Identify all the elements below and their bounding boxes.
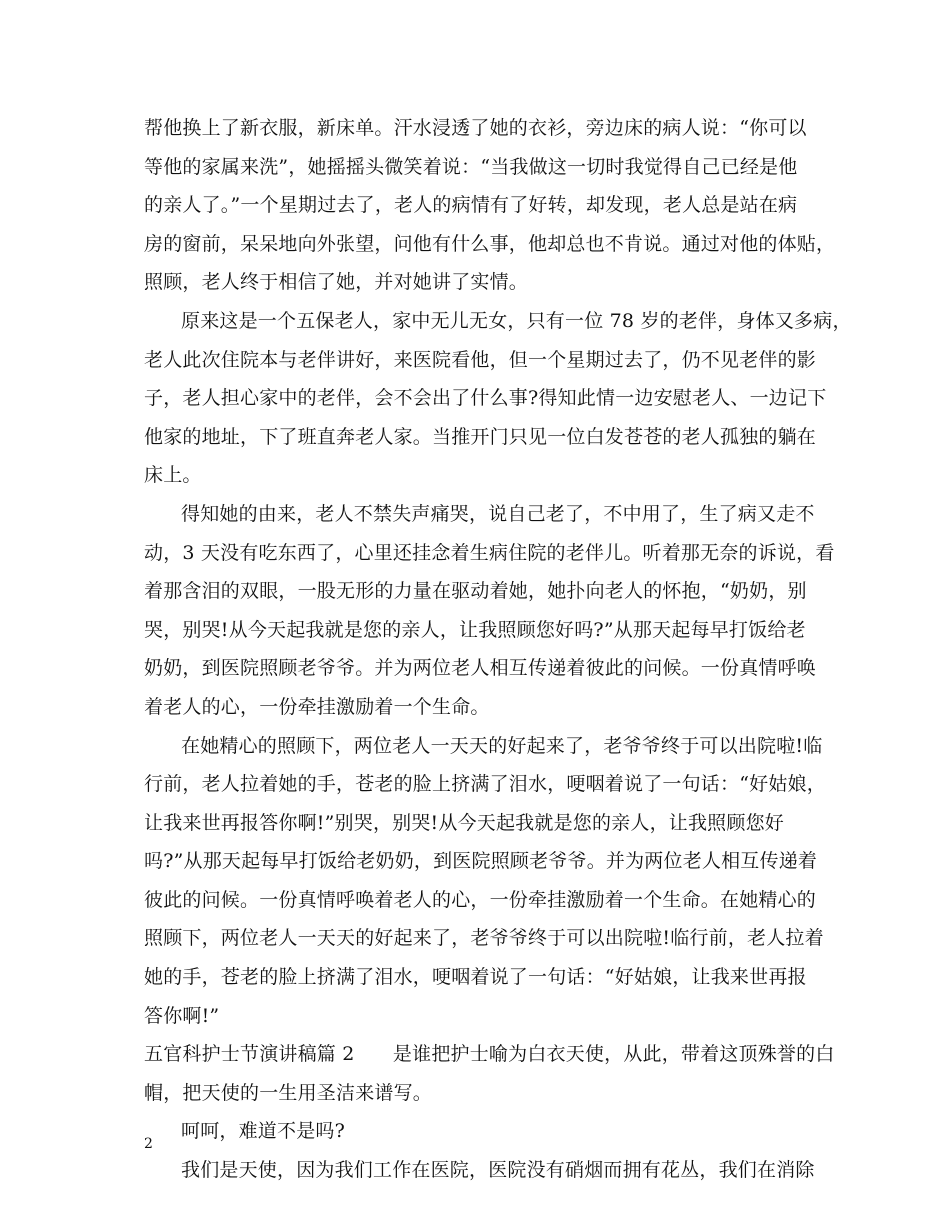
text-line: 彼此的问候。一份真情呼唤着老人的心，一份牵挂激励着一个生命。在她精心的 [144,888,817,911]
paragraph-start-line: 呵呵，难道不是吗? [181,1120,345,1143]
paragraph-start-line: 在她精心的照顾下，两位老人一天天的好起来了，老爷爷终于可以出院啦!临 [181,734,823,757]
text-line: 答你啊!” [144,1004,220,1027]
text-line: 吗?”从那天起每早打饭给老奶奶，到医院照顾老爷爷。并为两位老人相互传递着 [144,850,818,873]
text-line: 子，老人担心家中的老伴，会不会出了什么事?得知此情一边安慰老人、一边记下 [144,387,827,410]
text-line: 让我来世再报答你啊!”别哭，别哭!从今天起我就是您的亲人，让我照顾您好 [144,811,784,834]
text-line: 着那含泪的双眼，一股无形的力量在驱动着她，她扑向老人的怀抱，“奶奶，别 [144,580,807,603]
text-line: 她的手，苍老的脸上挤满了泪水，哽咽着说了一句话：“好姑娘，让我来世再报 [144,966,807,989]
text-line: 照顾，老人终于相信了她，并对她讲了实情。 [144,271,529,294]
text-line: 帮他换上了新衣服，新床单。汗水浸透了她的衣衫，旁边床的病人说：“你可以 [144,117,807,139]
text-line: 着老人的心，一份牵挂激励着一个生命。 [144,695,490,718]
text-line: 奶奶，到医院照顾老爷爷。并为两位老人相互传递着彼此的问候。一份真情呼唤 [144,657,817,680]
text-line: 他家的地址，下了班直奔老人家。当推开门只见一位白发苍苍的老人孤独的躺在 [144,425,817,448]
page-number: 2 [144,1136,153,1152]
text-line: 老人此次住院本与老伴讲好，来医院看他，但一个星期过去了，仍不见老伴的影 [144,348,817,371]
text-line: 等他的家属来洗”，她摇摇头微笑着说：“当我做这一切时我觉得自己已经是他 [144,155,798,178]
text-line: 照顾下，两位老人一天天的好起来了，老爷爷终于可以出院啦!临行前，老人拉着 [144,927,824,950]
text-line: 的亲人了。”一个星期过去了，老人的病情有了好转，却发现，老人总是站在病 [144,194,798,217]
paragraph-start-line: 得知她的由来，老人不禁失声痛哭，说自己老了，不中用了，生了病又走不 [181,502,815,525]
paragraph-start-line: 原来这是一个五保老人，家中无儿无女，只有一位 78 岁的老伴，身体又多病， [181,309,852,332]
document-body [144,109,852,1190]
text-line: 床上。 [144,464,202,487]
paragraph-start-line: 我们是天使，因为我们工作在医院，医院没有硝烟而拥有花丛，我们在消除 [181,1159,815,1182]
text-line: 哭，别哭!从今天起我就是您的亲人，让我照顾您好吗?”从那天起每早打饭给老 [144,618,806,641]
text-line: 行前，老人拉着她的手，苍老的脸上挤满了泪水，哽咽着说了一句话：“好姑娘， [144,773,826,796]
section-heading-line: 五官科护士节演讲稿篇 2 是谁把护士喻为白衣天使，从此，带着这顶殊誉的白 [144,1043,835,1066]
text-line: 房的窗前，呆呆地向外张望，问他有什么事，他却总也不肯说。通过对他的体贴， [144,232,836,255]
text-line: 动，3 天没有吃东西了，心里还挂念着生病住院的老伴儿。听着那无奈的诉说，看 [144,541,835,564]
text-line: 帽，把天使的一生用圣洁来谱写。 [144,1081,433,1104]
